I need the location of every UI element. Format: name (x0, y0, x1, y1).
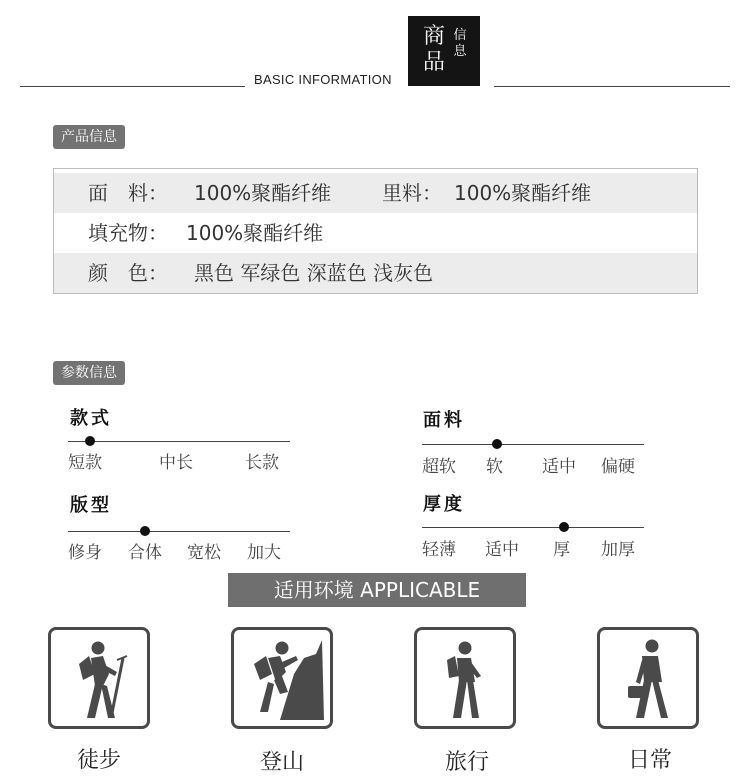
basic-information-title: BASIC INFORMATION (254, 72, 392, 87)
param-title-thickness: 厚度 (423, 494, 465, 515)
param-option: 短款 (68, 453, 102, 473)
param-option: 偏硬 (601, 457, 635, 477)
daily-figure (600, 630, 696, 726)
param-option: 宽松 (187, 543, 221, 563)
product-row-value2: 100%聚酯纤维 (454, 181, 592, 205)
logo-big-text: 商品 (422, 24, 445, 75)
daily-icon (597, 627, 699, 729)
param-marker-fabric (492, 439, 502, 449)
product-info-tag: 产品信息 (53, 125, 125, 149)
params-info-tag: 参数信息 (53, 361, 125, 385)
product-row-label: 颜 色： (88, 261, 168, 285)
product-row-label: 填充物： (88, 221, 168, 245)
param-track-fit (68, 531, 290, 532)
param-track-thickness (422, 527, 644, 528)
applicable-banner: 适用环境 APPLICABLE (228, 573, 526, 607)
header-rule-left (20, 86, 245, 87)
param-marker-thickness (559, 522, 569, 532)
param-title-style: 款式 (70, 408, 112, 429)
param-option: 中长 (159, 453, 193, 473)
param-option: 适中 (485, 540, 519, 560)
product-row-color (54, 253, 697, 293)
param-option: 轻薄 (422, 540, 456, 560)
climbing-icon (231, 627, 333, 729)
product-row-filling (54, 213, 697, 253)
param-option: 合体 (128, 543, 162, 563)
hiking-figure (51, 630, 147, 726)
product-row-value: 100%聚酯纤维 (194, 181, 332, 205)
param-option: 修身 (68, 543, 102, 563)
param-title-fabric: 面料 (423, 410, 465, 431)
applicable-label-daily: 日常 (627, 748, 672, 773)
param-marker-style (85, 436, 95, 446)
param-track-fabric (422, 444, 644, 445)
product-info-table (53, 168, 698, 294)
product-row-label2: 里料： (382, 181, 442, 205)
param-option: 长款 (245, 453, 279, 473)
param-option: 加大 (247, 543, 281, 563)
travel-icon (414, 627, 516, 729)
applicable-label-climbing: 登山 (259, 750, 304, 775)
hiking-icon (48, 627, 150, 729)
product-row-label: 面 料： (88, 181, 168, 205)
param-option: 加厚 (601, 540, 635, 560)
product-row-value: 100%聚酯纤维 (186, 221, 324, 245)
param-option: 厚 (553, 540, 570, 560)
param-option: 超软 (422, 457, 456, 477)
param-track-style (68, 441, 290, 442)
applicable-label-hiking: 徒步 (76, 748, 121, 773)
travel-figure (417, 630, 513, 726)
param-option: 软 (486, 457, 503, 477)
climbing-figure (234, 630, 330, 726)
param-title-fit: 版型 (70, 495, 112, 516)
param-marker-fit (140, 526, 150, 536)
applicable-label-travel: 旅行 (444, 750, 489, 775)
product-row-value: 黑色 军绿色 深蓝色 浅灰色 (194, 261, 434, 285)
header-rule-right (494, 86, 730, 87)
product-row-fabric (54, 173, 697, 213)
product-info-logo (408, 16, 480, 86)
param-option: 适中 (542, 457, 576, 477)
logo-small-text: 信息 (453, 28, 467, 59)
